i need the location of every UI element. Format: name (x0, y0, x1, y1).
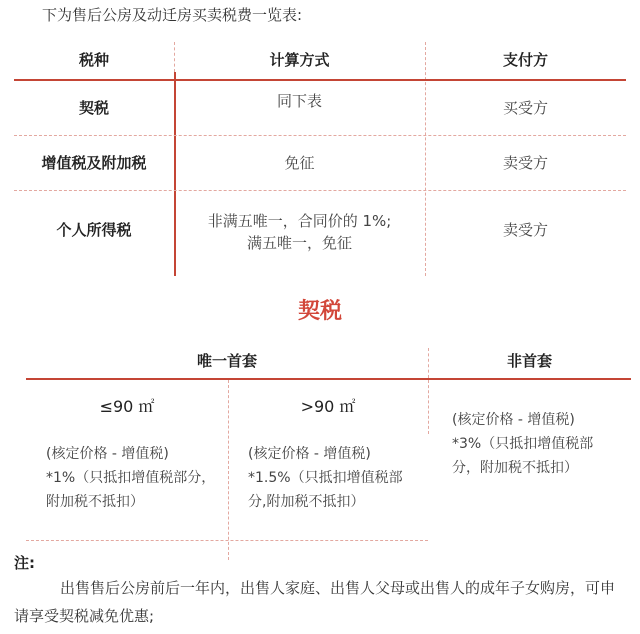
calc-col-non-first (452, 408, 612, 480)
deed-tax-table (0, 340, 640, 540)
header-calc-method: 计算方式 (269, 50, 330, 69)
row-payer: 买受方 (502, 99, 548, 117)
header-tax-type: 税种 (78, 50, 109, 69)
section-title: 契税 (297, 299, 342, 324)
formula: (核定价格 - 增值税) (452, 412, 575, 428)
rate: *3%（只抵扣增值税部分，附加税不抵扣） (452, 436, 594, 476)
calc-col-small (46, 442, 216, 514)
row-tax-income: 个人所得税 (56, 221, 132, 239)
row-method: 同下表 (276, 92, 322, 110)
note-label: 注: (14, 554, 35, 572)
row-payer: 卖受方 (502, 154, 548, 172)
area-large: >90 ㎡ (300, 397, 356, 416)
method-line: 非满五唯一，合同价的 1%; (207, 212, 392, 230)
group-header-first-home: 唯一首套 (196, 352, 257, 370)
calc-col-large (248, 442, 418, 514)
intro-text: 下为售后公房及动迁房买卖税费一览表: (42, 6, 303, 24)
row-payer: 卖受方 (502, 221, 548, 239)
row-tax-vat: 增值税及附加税 (41, 154, 147, 172)
row-divider (26, 540, 428, 541)
row-method: 免征 (284, 154, 315, 172)
rate: *1.5%（只抵扣增值税部分,附加税不抵扣） (248, 470, 403, 510)
row-method (174, 200, 425, 264)
method-line: 满五唯一，免征 (246, 234, 352, 252)
rate: *1%（只抵扣增值税部分，附加税不抵扣） (46, 470, 216, 510)
formula: (核定价格 - 增值税) (46, 446, 169, 462)
note-text: 出售售后公房前后一年内，出售人家庭、出售人父母或出售人的成年子女购房，可申请享受契税减免优惠; (14, 579, 616, 625)
formula: (核定价格 - 增值税) (248, 446, 371, 462)
divider (428, 380, 429, 434)
row-tax-deed: 契税 (78, 99, 109, 117)
header-payer: 支付方 (502, 50, 548, 69)
tax-overview-table (14, 40, 626, 276)
area-small: ≤90 ㎡ (99, 397, 155, 416)
header-divider (26, 378, 631, 380)
group-header-non-first: 非首套 (506, 352, 552, 370)
